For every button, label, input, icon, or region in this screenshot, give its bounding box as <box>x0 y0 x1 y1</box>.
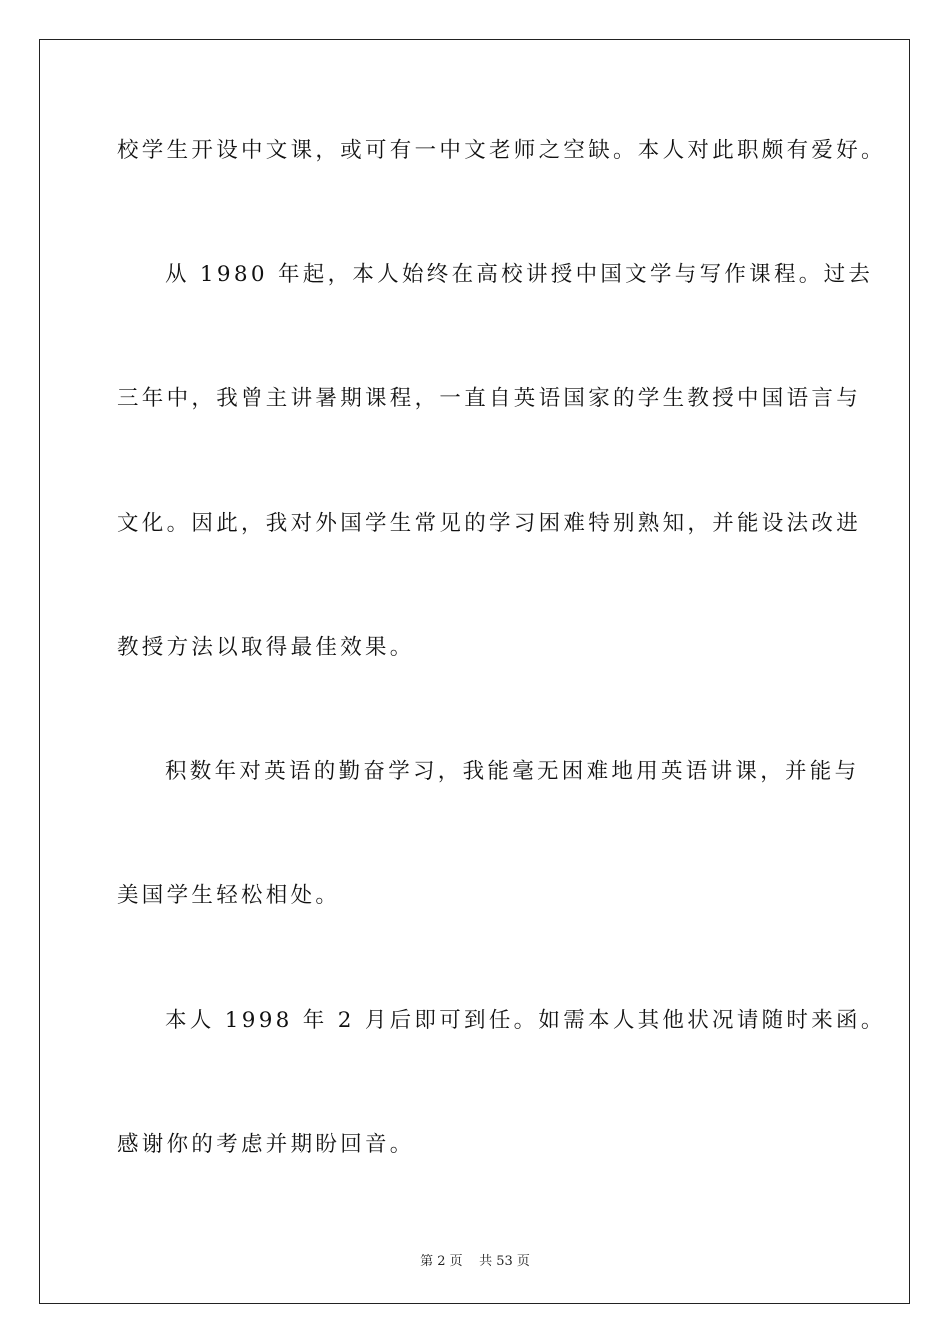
text-line-5: 教授方法以取得最佳效果。 <box>117 635 415 660</box>
text-line-8: 本人 1998 年 2 月后即可到任。如需本人其他状况请随时来函。 <box>165 1008 886 1033</box>
text-line-1: 校学生开设中文课，或可有一中文老师之空缺。本人对此职颇有爱好。 <box>117 138 886 163</box>
text-line-6: 积数年对英语的勤奋学习，我能毫无困难地用英语讲课，并能与 <box>165 759 860 784</box>
text-line-3: 三年中，我曾主讲暑期课程，一直自英语国家的学生教授中国语言与 <box>117 386 862 411</box>
page-footer: 第 2 页 共 53 页 <box>420 1254 530 1269</box>
text-line-2: 从 1980 年起，本人始终在高校讲授中国文学与写作课程。过去 <box>165 262 874 287</box>
page-border <box>39 39 910 1304</box>
text-line-7: 美国学生轻松相处。 <box>117 883 341 908</box>
text-line-4: 文化。因此，我对外国学生常见的学习困难特别熟知，并能设法改进 <box>117 511 862 536</box>
text-line-9: 感谢你的考虑并期盼回音。 <box>117 1132 415 1157</box>
